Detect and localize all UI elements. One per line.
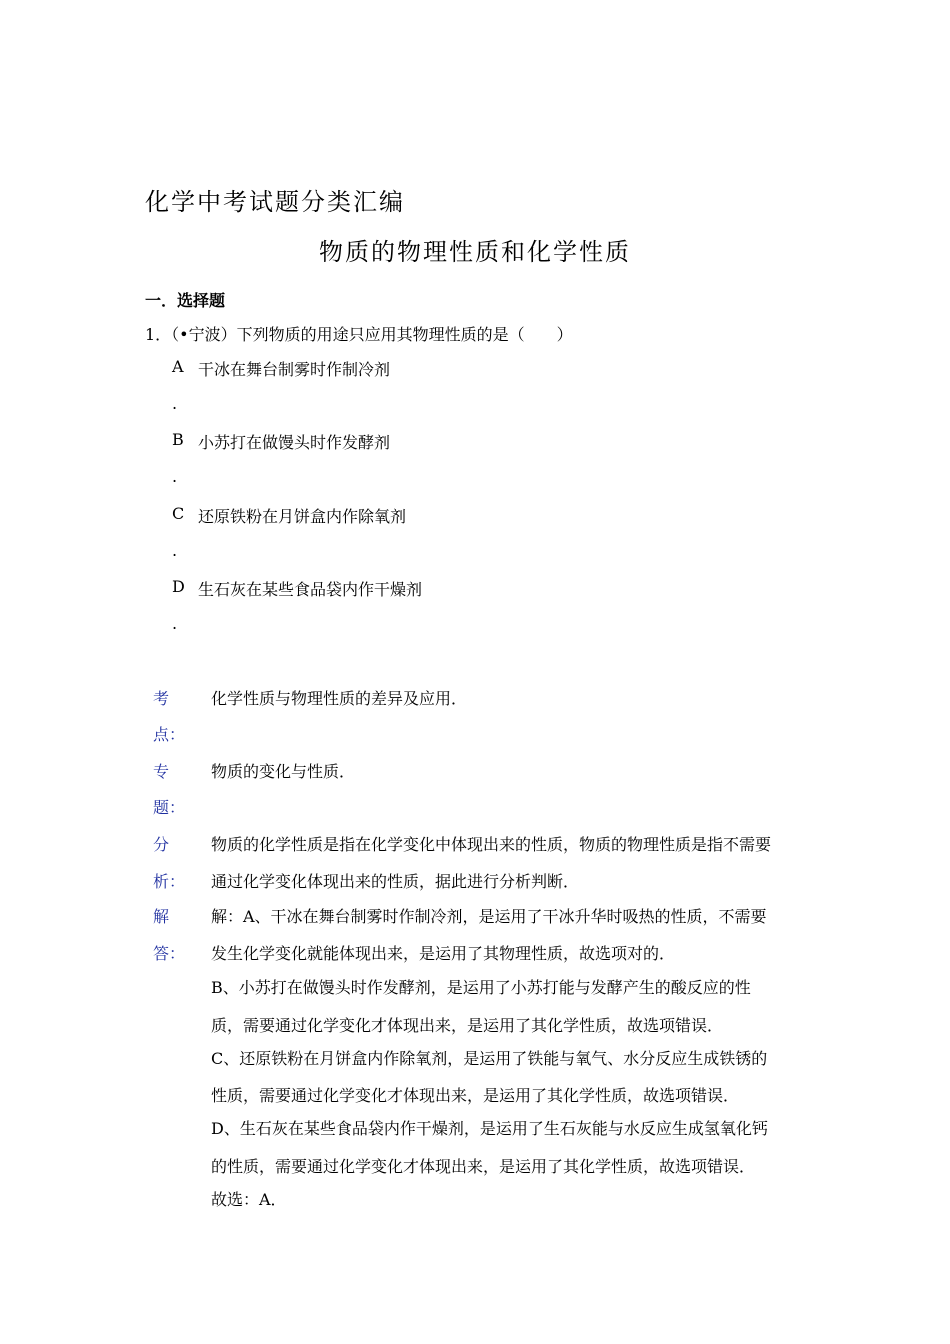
jieda-final-answer: 故选：A． — [211, 1190, 287, 1209]
option-a-letter: A — [172, 357, 184, 376]
question-text: 1．（•宁波）下列物质的用途只应用其物理性质的是（ ） — [145, 325, 573, 344]
fenxi-label-2: 析： — [153, 872, 186, 891]
jieda-line: B、小苏打在做馒头时作发酵剂，是运用了小苏打能与发酵产生的酸反应的性 — [211, 978, 751, 997]
fenxi-label-1: 分 — [153, 835, 170, 854]
document-title: 化学中考试题分类汇编 — [145, 188, 405, 216]
document-subtitle: 物质的物理性质和化学性质 — [319, 238, 631, 266]
option-b-text: 小苏打在做馒头时作发酵剂 — [198, 433, 391, 452]
option-a-text: 干冰在舞台制雾时作制冷剂 — [198, 360, 391, 379]
option-b-dot: . — [172, 467, 178, 486]
option-d-text: 生石灰在某些食品袋内作干燥剂 — [198, 580, 423, 599]
jieda-label-2: 答： — [153, 944, 186, 963]
option-d-letter: D — [172, 577, 185, 596]
fenxi-text-line-2: 通过化学变化体现出来的性质，据此进行分析判断． — [211, 872, 580, 891]
kaodian-text: 化学性质与物理性质的差异及应用． — [211, 689, 468, 708]
zhuanti-text: 物质的变化与性质． — [211, 762, 356, 781]
option-b-letter: B — [172, 430, 184, 449]
jieda-line: D、生石灰在某些食品袋内作干燥剂，是运用了生石灰能与水反应生成氢氧化钙 — [211, 1119, 768, 1138]
zhuanti-label-2: 题： — [153, 798, 186, 817]
kaodian-label-2: 点： — [153, 725, 186, 744]
section-heading: 一．选择题 — [145, 291, 226, 310]
jieda-line: 解：A、干冰在舞台制雾时作制冷剂，是运用了干冰升华时吸热的性质，不需要 — [211, 907, 767, 926]
option-c-letter: C — [172, 504, 185, 523]
jieda-line: 的性质，需要通过化学变化才体现出来，是运用了其化学性质，故选项错误． — [211, 1157, 756, 1176]
jieda-label-1: 解 — [153, 907, 170, 926]
option-c-text: 还原铁粉在月饼盒内作除氧剂 — [198, 507, 407, 526]
jieda-line: 发生化学变化就能体现出来，是运用了其物理性质，故选项对的． — [211, 944, 676, 963]
zhuanti-label-1: 专 — [153, 762, 170, 781]
jieda-line: 质，需要通过化学变化才体现出来，是运用了其化学性质，故选项错误． — [211, 1016, 724, 1035]
kaodian-label-1: 考 — [153, 689, 170, 708]
fenxi-text-line-1: 物质的化学性质是指在化学变化中体现出来的性质，物质的物理性质是指不需要 — [211, 835, 772, 854]
option-d-dot: . — [172, 614, 178, 633]
option-c-dot: . — [172, 541, 178, 560]
option-a-dot: . — [172, 394, 178, 413]
jieda-line: C、还原铁粉在月饼盒内作除氧剂，是运用了铁能与氧气、水分反应生成铁锈的 — [211, 1049, 768, 1068]
jieda-line: 性质，需要通过化学变化才体现出来，是运用了其化学性质，故选项错误． — [211, 1086, 740, 1105]
